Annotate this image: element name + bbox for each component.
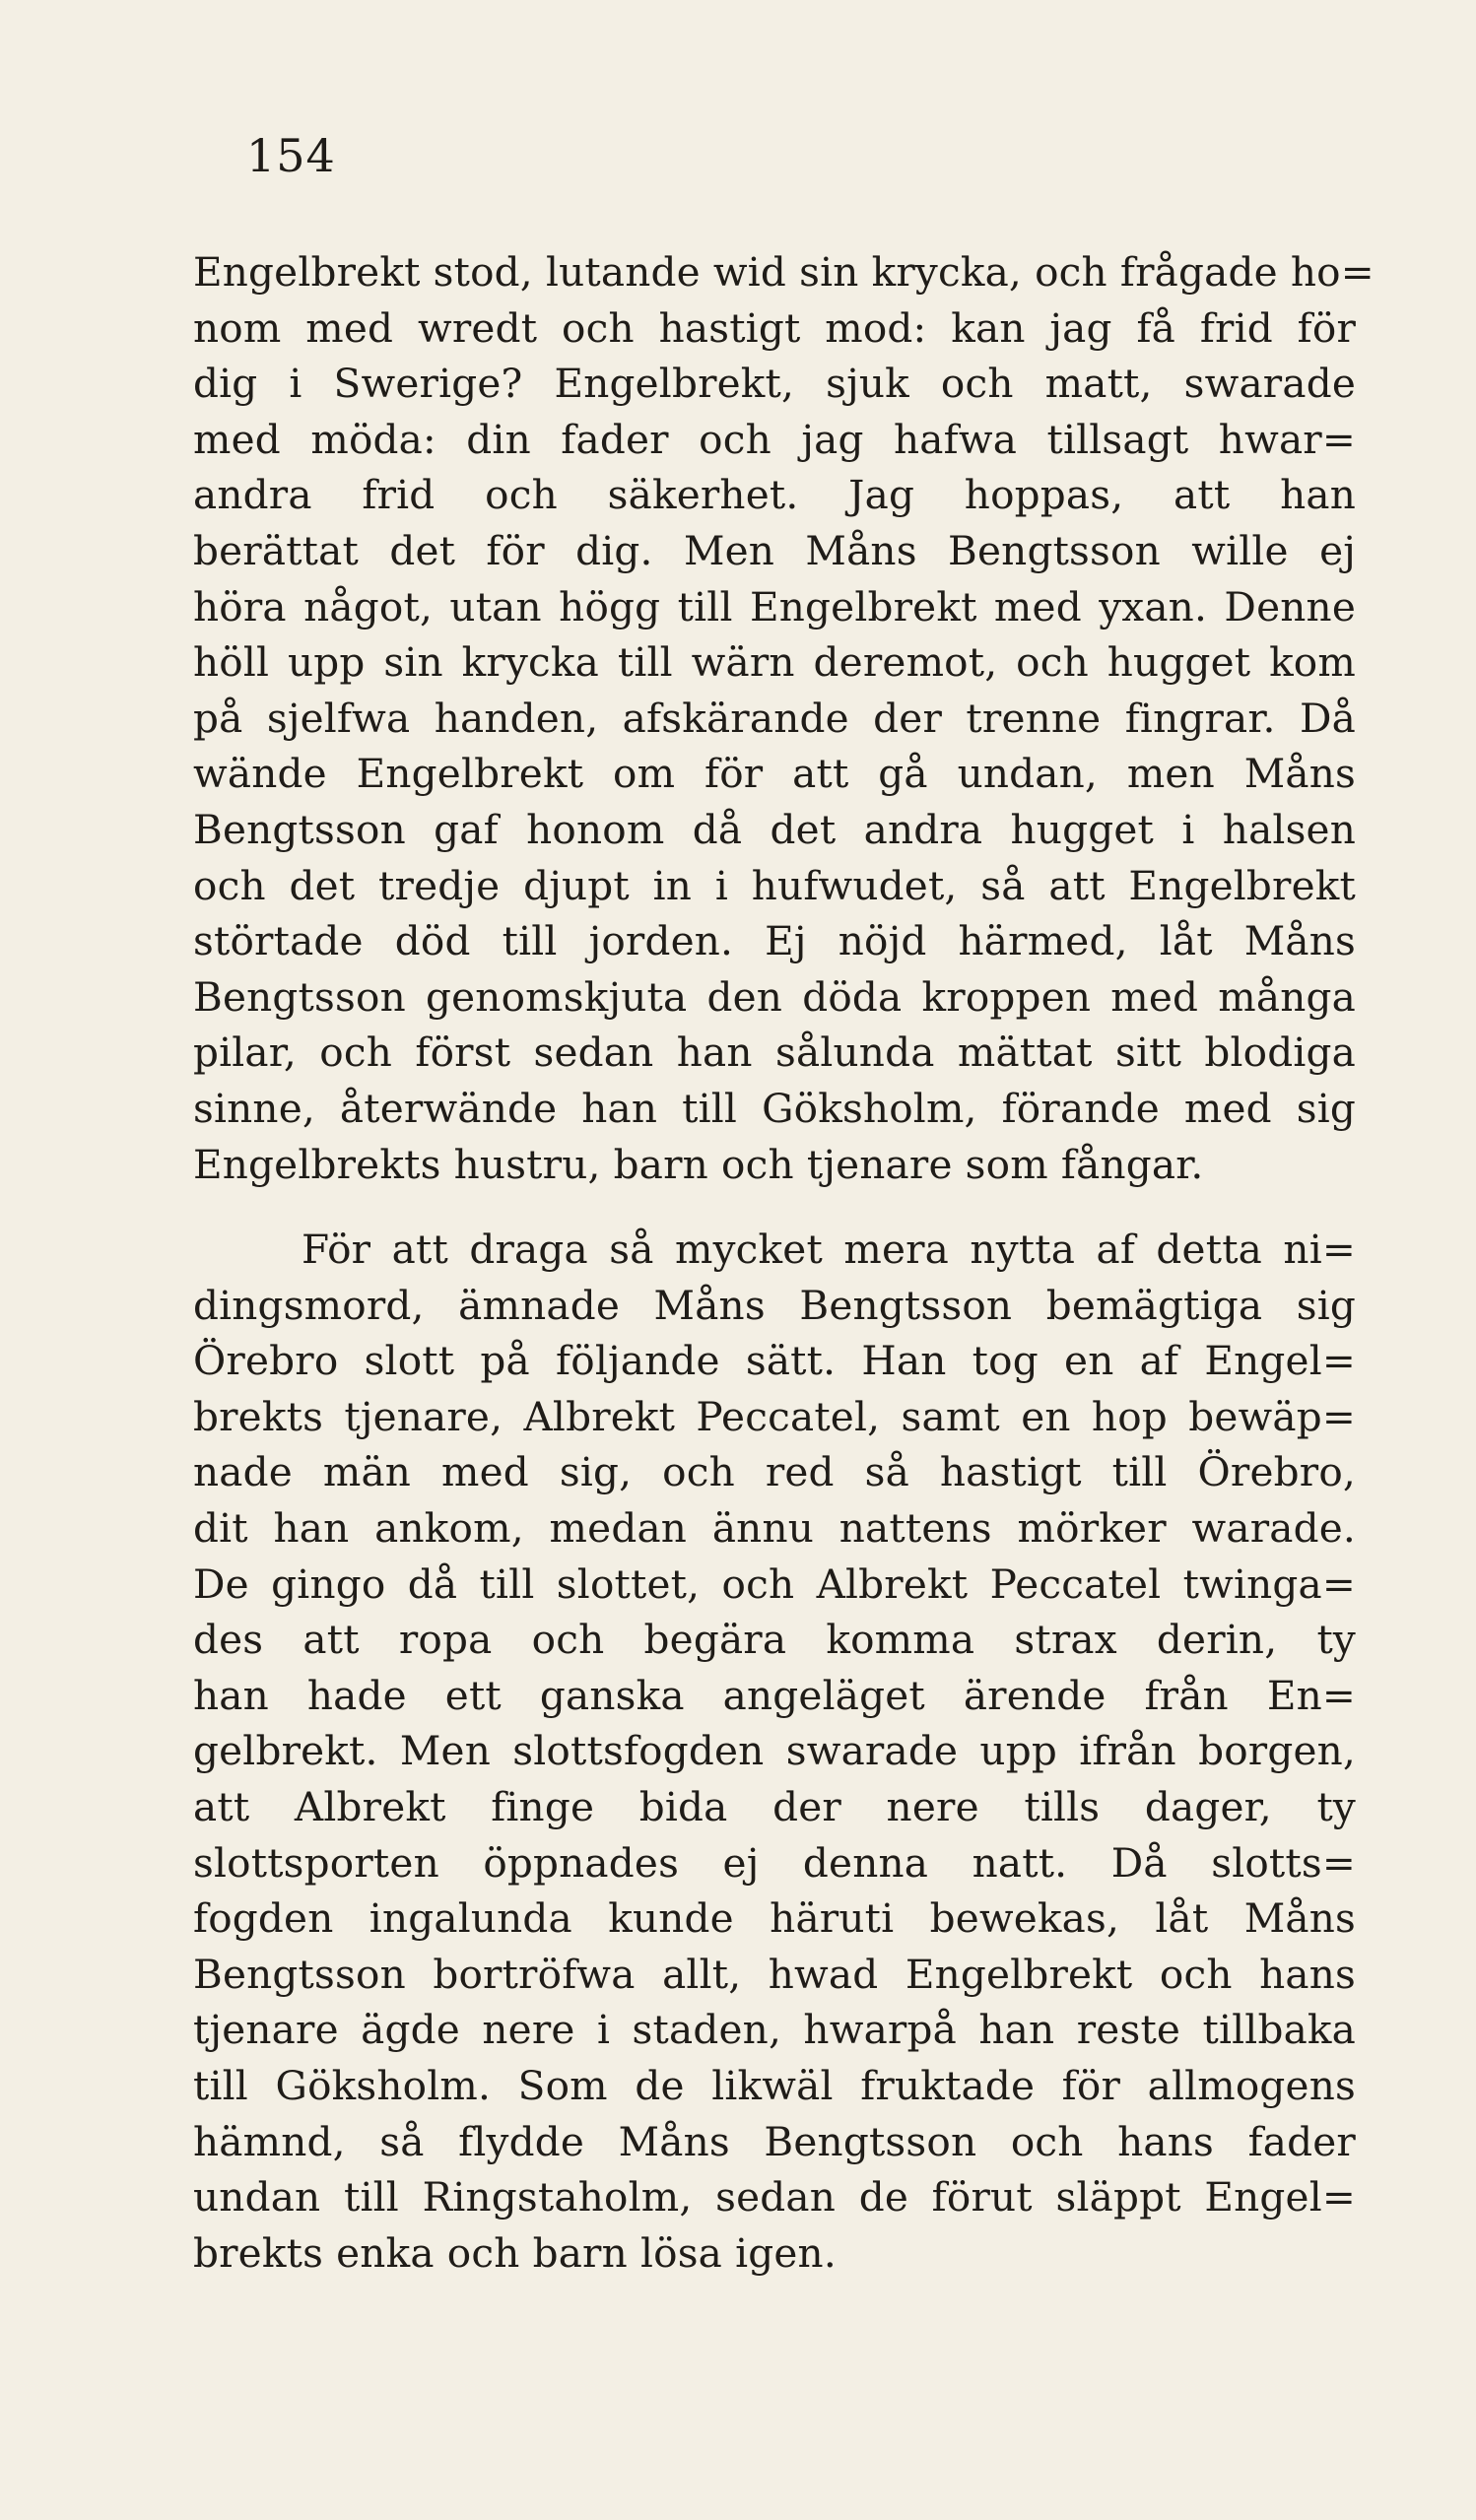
text-line: des att ropa och begära komma strax derin, ty <box>193 1616 1356 1664</box>
text-line: De gingo då till slottet, och Albrekt Peccatel twinga= <box>193 1559 1356 1608</box>
text-line: dig i Swerige? Engelbrekt, sjuk och matt, swarade <box>193 360 1356 408</box>
text-line: till Göksholm. Som de likwäl fruktade för allmogens <box>193 2061 1356 2109</box>
text-line: med möda: din fader och jag hafwa tillsagt hwar= <box>193 415 1356 463</box>
text-line: Engelbrekts hustru, barn och tjenare som fångar. <box>193 1140 1204 1188</box>
text-line: brekts enka och barn lösa igen. <box>193 2228 837 2277</box>
text-line: han hade ett ganska angeläget ärende från En= <box>193 1671 1356 1719</box>
paragraph-1 <box>193 244 1375 1192</box>
text-line: sinne, återwände han till Göksholm, förande med sig <box>193 1084 1356 1132</box>
page-number: 154 <box>246 129 336 182</box>
paragraph-2 <box>193 1222 1356 2281</box>
text-line: och det tredje djupt in i hufwudet, så att Engelbrekt <box>193 861 1356 909</box>
text-line: pilar, och först sedan han sålunda mättat sitt blodiga <box>193 1028 1356 1077</box>
text-line: höra något, utan högg till Engelbrekt med yxan. Denne <box>193 582 1356 630</box>
text-line: störtade död till jorden. Ej nöjd härmed, låt Måns <box>193 917 1356 965</box>
text-line: För att draga så mycket mera nytta af detta ni= <box>302 1226 1356 1273</box>
text-line: att Albrekt finge bida der nere tills dager, ty <box>193 1782 1356 1830</box>
text-line: undan till Ringstaholm, sedan de förut släppt Engel= <box>193 2173 1356 2222</box>
text-line: på sjelfwa handen, afskärande der trenne fingrar. Då <box>193 694 1356 742</box>
text-line: fogden ingalunda kunde häruti bewekas, låt Måns <box>193 1894 1356 1943</box>
text-line: Bengtsson bortröfwa allt, hwad Engelbrekt och hans <box>193 1950 1356 1998</box>
text-line: dit han ankom, medan ännu nattens mörker warade. <box>193 1503 1356 1552</box>
text-line: Bengtsson gaf honom då det andra hugget i halsen <box>193 805 1356 853</box>
text-line: dingsmord, ämnade Måns Bengtsson bemägtiga sig <box>193 1281 1356 1329</box>
text-line: Engelbrekt stod, lutande wid sin krycka, och frågade ho= <box>193 248 1375 296</box>
text-line: andra frid och säkerhet. Jag hoppas, att han <box>193 471 1356 519</box>
text-line: gelbrekt. Men slottsfogden swarade upp ifrån borgen, <box>193 1727 1356 1775</box>
text-line: slottsporten öppnades ej denna natt. Då slotts= <box>193 1838 1356 1887</box>
text-line: nade män med sig, och red så hastigt till Örebro, <box>193 1448 1356 1496</box>
text-line: höll upp sin krycka till wärn deremot, och hugget kom <box>193 638 1356 687</box>
text-line: tjenare ägde nere i staden, hwarpå han reste tillbaka <box>193 2006 1356 2054</box>
text-line: hämnd, så flydde Måns Bengtsson och hans fader <box>193 2117 1356 2165</box>
text-line: berättat det för dig. Men Måns Bengtsson wille ej <box>193 526 1356 574</box>
text-line: Örebro slott på följande sätt. Han tog en af Engel= <box>193 1337 1356 1385</box>
text-line: wände Engelbrekt om för att gå undan, men Måns <box>193 750 1356 798</box>
text-line: nom med wredt och hastigt mod: kan jag få frid för <box>193 303 1356 352</box>
text-line: Bengtsson genomskjuta den döda kroppen med många <box>193 972 1356 1021</box>
text-line: brekts tjenare, Albrekt Peccatel, samt en hop bewäp= <box>193 1392 1356 1440</box>
